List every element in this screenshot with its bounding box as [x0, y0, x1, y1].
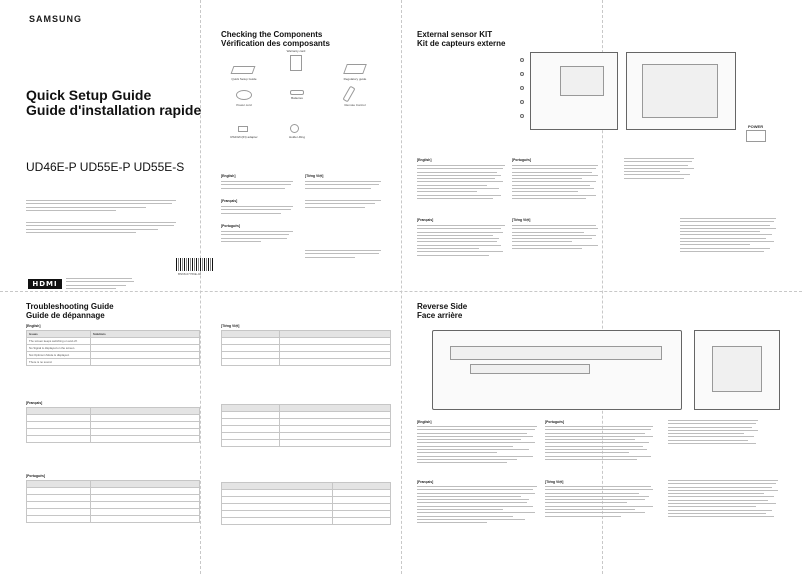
callout-1 — [520, 58, 524, 62]
power-cord-icon — [236, 90, 252, 100]
components-title-fr: Vérification des composants — [221, 39, 330, 48]
table-cell — [280, 433, 391, 440]
troubleshooting-title-fr: Guide de dépannage — [26, 311, 105, 320]
sensor-section-vietnamese: [Tiếng Việt] — [512, 218, 531, 222]
reverse-text-arabic — [668, 480, 778, 520]
troubleshooting-table-french — [26, 407, 200, 443]
sensor-text-portuguese — [512, 165, 598, 201]
table-cell — [222, 511, 333, 518]
components-text-vietnamese — [305, 181, 381, 191]
table-cell — [280, 440, 391, 447]
table-cell — [222, 518, 333, 525]
hdmi-trademark-text — [66, 278, 136, 291]
table-cell — [280, 345, 391, 352]
components-text-portuguese — [221, 231, 293, 244]
table-cell — [91, 422, 200, 429]
table-cell — [280, 352, 391, 359]
troubleshooting-table-chinese — [221, 404, 391, 447]
table-cell — [222, 345, 280, 352]
table-cell — [280, 338, 391, 345]
table-cell — [280, 426, 391, 433]
table-cell — [27, 408, 91, 415]
cover-notice-text-fr — [26, 222, 178, 235]
troubleshooting-table-vietnamese — [221, 330, 391, 366]
ports-strip — [450, 346, 662, 360]
table-cell — [333, 518, 391, 525]
sensor-title-en: External sensor KIT — [417, 30, 493, 39]
table-cell — [91, 408, 200, 415]
batteries-icon — [290, 90, 304, 95]
reverse-title-fr: Face arrière — [417, 311, 463, 320]
table-cell — [27, 422, 91, 429]
table-cell — [333, 497, 391, 504]
table-cell — [27, 415, 91, 422]
components-section-portuguese: [Português] — [221, 224, 241, 228]
table-cell — [280, 359, 391, 366]
table-header-solutions: Solutions — [91, 331, 200, 338]
components-section-french: [Français] — [221, 199, 238, 203]
sensor-section-french: [Français] — [417, 218, 434, 222]
table-cell — [280, 419, 391, 426]
reverse-section-portuguese: [Português] — [545, 420, 565, 424]
sensor-section-portuguese: [Português] — [512, 158, 532, 162]
troubleshooting-section-portuguese: [Português] — [26, 474, 46, 478]
reverse-text-chinese — [668, 420, 758, 446]
table-cell — [333, 511, 391, 518]
warranty-card-icon — [290, 55, 302, 71]
brand-logo: SAMSUNG — [29, 14, 83, 24]
troubleshooting-title-en: Troubleshooting Guide — [26, 302, 114, 311]
component-label: Quick Setup Guide — [231, 77, 257, 81]
table-cell — [27, 429, 91, 436]
table-cell — [27, 436, 91, 443]
component-label: Holder-Ring — [288, 135, 305, 139]
table-cell — [333, 490, 391, 497]
component-label: Remote Control — [344, 103, 366, 107]
table-cell — [222, 338, 280, 345]
components-text-chinese — [305, 200, 381, 210]
troubleshooting-section-english: [English] — [26, 324, 41, 328]
table-cell — [91, 495, 200, 502]
component-label: Power cord — [236, 103, 252, 107]
components-section-english: [English] — [221, 174, 236, 178]
fold-line-vertical-1 — [200, 0, 201, 574]
table-cell-issue: The screen keeps switching on and off. — [27, 338, 91, 345]
reverse-text-vietnamese — [545, 486, 653, 519]
remote-control-icon — [342, 86, 355, 103]
table-cell — [91, 502, 200, 509]
sensor-text-arabic — [680, 218, 776, 254]
barcode — [176, 258, 214, 271]
reverse-text-english — [417, 426, 537, 466]
table-cell — [222, 426, 280, 433]
table-cell-solution — [91, 359, 200, 366]
table-cell-solution — [91, 345, 200, 352]
table-cell — [91, 436, 200, 443]
table-cell — [280, 405, 391, 412]
cover-title-fr: Guide d'installation rapide — [26, 102, 202, 118]
components-section-vietnamese: [Tiếng Việt] — [305, 174, 324, 178]
callout-3 — [520, 86, 524, 90]
rs232c-adapter-icon — [238, 126, 248, 132]
table-cell — [222, 412, 280, 419]
table-cell — [91, 429, 200, 436]
callout-2 — [520, 72, 524, 76]
table-cell — [27, 488, 91, 495]
reverse-text-french — [417, 486, 537, 526]
table-cell — [27, 516, 91, 523]
power-button-diagram — [746, 130, 766, 142]
reverse-text-portuguese — [545, 426, 653, 462]
fold-line-vertical-2 — [401, 0, 402, 574]
component-label: Regulatory guide — [343, 77, 367, 81]
table-cell — [27, 509, 91, 516]
components-text-french — [221, 206, 293, 216]
table-cell — [280, 412, 391, 419]
display-side-detail — [642, 64, 718, 118]
rear-view-detail — [712, 346, 762, 392]
hdmi-logo: HDMI — [28, 279, 62, 289]
table-cell-issue: There is no sound. — [27, 359, 91, 366]
table-header-row — [27, 331, 200, 338]
reverse-section-vietnamese: [Tiếng Việt] — [545, 480, 564, 484]
table-cell — [333, 483, 391, 490]
table-cell — [222, 352, 280, 359]
table-row — [27, 352, 200, 359]
table-cell — [222, 483, 333, 490]
table-cell-issue: Not Optimum Mode is displayed. — [27, 352, 91, 359]
component-label: Warranty card — [286, 49, 306, 53]
troubleshooting-section-french: [Français] — [26, 401, 43, 405]
table-cell — [333, 504, 391, 511]
table-cell — [222, 440, 280, 447]
reverse-title-en: Reverse Side — [417, 302, 468, 311]
table-cell — [222, 497, 333, 504]
table-cell-issue: No Signal is displayed on the screen. — [27, 345, 91, 352]
components-text-arabic — [305, 250, 381, 260]
components-text-english — [221, 181, 293, 191]
table-cell — [91, 415, 200, 422]
table-row — [27, 345, 200, 352]
troubleshooting-table-arabic — [221, 482, 391, 525]
sensor-text-vietnamese — [512, 225, 598, 251]
table-cell — [27, 495, 91, 502]
ports-strip-lower — [470, 364, 590, 374]
table-cell — [91, 516, 200, 523]
sensor-title-fr: Kit de capteurs externe — [417, 39, 506, 48]
table-cell — [222, 331, 280, 338]
troubleshooting-section-vietnamese: [Tiếng Việt] — [221, 324, 240, 328]
component-label: RS232C(IN) adapter — [230, 135, 258, 139]
holder-ring-icon — [290, 124, 299, 133]
components-title-en: Checking the Components — [221, 30, 323, 39]
sensor-section-english: [English] — [417, 158, 432, 162]
sensor-text-french — [417, 225, 505, 258]
model-numbers: UD46E-P UD55E-P UD55E-S — [26, 160, 185, 174]
table-cell — [27, 481, 91, 488]
barcode-number: BN68-07769E-02 — [178, 272, 202, 276]
table-cell — [222, 405, 280, 412]
sensor-text-english — [417, 165, 505, 201]
table-row — [27, 338, 200, 345]
troubleshooting-table-portuguese — [26, 480, 200, 523]
troubleshooting-table-english — [26, 330, 200, 366]
guide-book-icon — [231, 66, 256, 74]
table-cell — [222, 490, 333, 497]
table-cell-solution — [91, 338, 200, 345]
table-cell — [27, 502, 91, 509]
table-cell — [222, 433, 280, 440]
table-cell — [222, 359, 280, 366]
table-cell — [222, 504, 333, 511]
sensor-kit-detail — [560, 66, 604, 96]
table-cell — [280, 331, 391, 338]
reverse-section-french: [Français] — [417, 480, 434, 484]
table-row — [27, 359, 200, 366]
sensor-text-chinese — [624, 158, 694, 181]
table-cell-solution — [91, 352, 200, 359]
cover-notice-text — [26, 200, 178, 213]
callout-5 — [520, 114, 524, 118]
regulatory-guide-icon — [343, 64, 367, 74]
table-cell — [91, 509, 200, 516]
reverse-section-english: [English] — [417, 420, 432, 424]
table-header-issues: Issues — [27, 331, 91, 338]
table-cell — [91, 481, 200, 488]
callout-4 — [520, 100, 524, 104]
component-label: Batteries — [291, 96, 303, 100]
power-label: POWER — [748, 124, 764, 129]
cover-title-en: Quick Setup Guide — [26, 87, 152, 103]
table-cell — [91, 488, 200, 495]
table-cell — [222, 419, 280, 426]
